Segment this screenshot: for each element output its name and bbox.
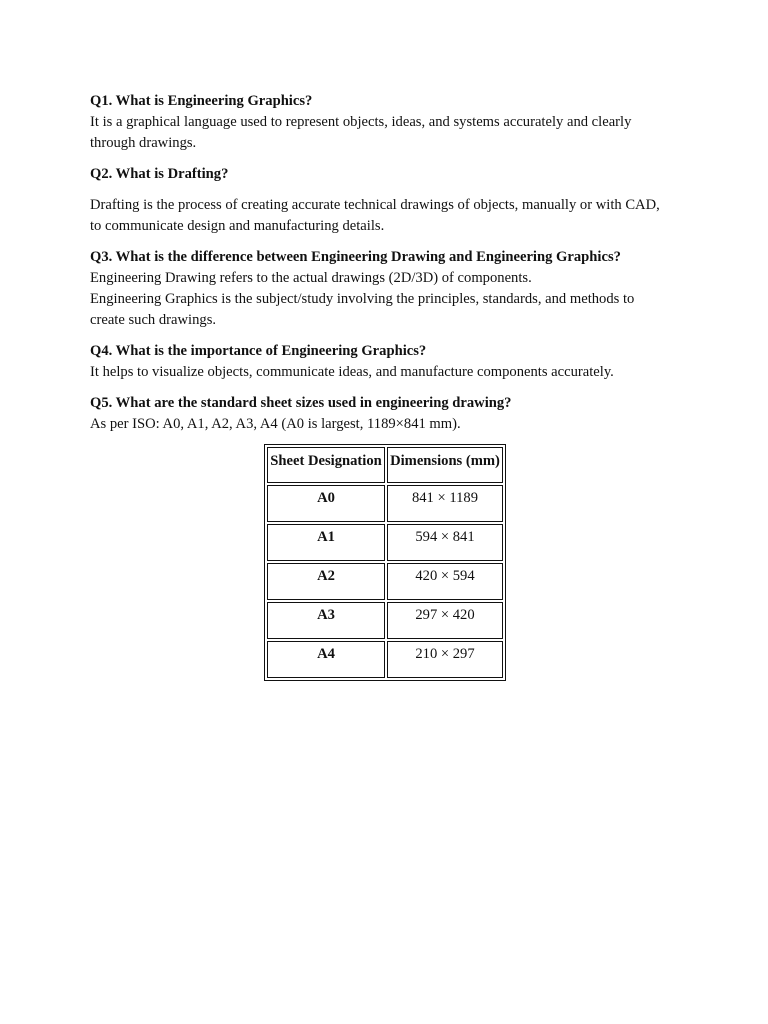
answer-3-line-1: Engineering Drawing refers to the actual drawings (2D/3D) of components. [90, 270, 532, 286]
qa-block-4 [90, 341, 670, 383]
table-row [267, 485, 503, 522]
question-2: Q2. What is Drafting? [90, 166, 229, 182]
cell-designation: A0 [267, 485, 385, 522]
table-header-row [267, 447, 503, 483]
qa-block-1 [90, 91, 670, 154]
table-row [267, 641, 503, 678]
answer-3-line-2: Engineering Graphics is the subject/study involving the principles, standards, and methods to create such drawings. [90, 291, 635, 328]
cell-designation: A2 [267, 563, 385, 600]
table-row [267, 563, 503, 600]
answer-4: It helps to visualize objects, communicate ideas, and manufacture components accurately. [90, 364, 614, 380]
cell-designation: A3 [267, 602, 385, 639]
cell-designation: A1 [267, 524, 385, 561]
cell-dimensions: 210 × 297 [387, 641, 503, 678]
answer-2: Drafting is the process of creating accurate technical drawings of objects, manually or with CAD, to communicate design and manufacturing details. [90, 197, 660, 234]
answer-1: It is a graphical language used to represent objects, ideas, and systems accurately and clearly through drawings. [90, 114, 632, 151]
cell-designation: A4 [267, 641, 385, 678]
qa-block-3 [90, 247, 670, 331]
table-row [267, 524, 503, 561]
cell-dimensions: 594 × 841 [387, 524, 503, 561]
cell-dimensions: 420 × 594 [387, 563, 503, 600]
question-1: Q1. What is Engineering Graphics? [90, 93, 313, 109]
question-3: Q3. What is the difference between Engineering Drawing and Engineering Graphics? [90, 249, 621, 265]
header-sheet-designation: Sheet Designation [267, 447, 385, 483]
question-4: Q4. What is the importance of Engineering Graphics? [90, 343, 427, 359]
document-body [90, 91, 670, 435]
cell-dimensions: 841 × 1189 [387, 485, 503, 522]
header-dimensions: Dimensions (mm) [387, 447, 503, 483]
sheet-size-table [264, 444, 506, 681]
table-row [267, 602, 503, 639]
cell-dimensions: 297 × 420 [387, 602, 503, 639]
qa-block-5 [90, 393, 670, 435]
question-5: Q5. What are the standard sheet sizes used in engineering drawing? [90, 395, 512, 411]
answer-5: As per ISO: A0, A1, A2, A3, A4 (A0 is largest, 1189×841 mm). [90, 416, 461, 432]
qa-block-2 [90, 164, 670, 237]
